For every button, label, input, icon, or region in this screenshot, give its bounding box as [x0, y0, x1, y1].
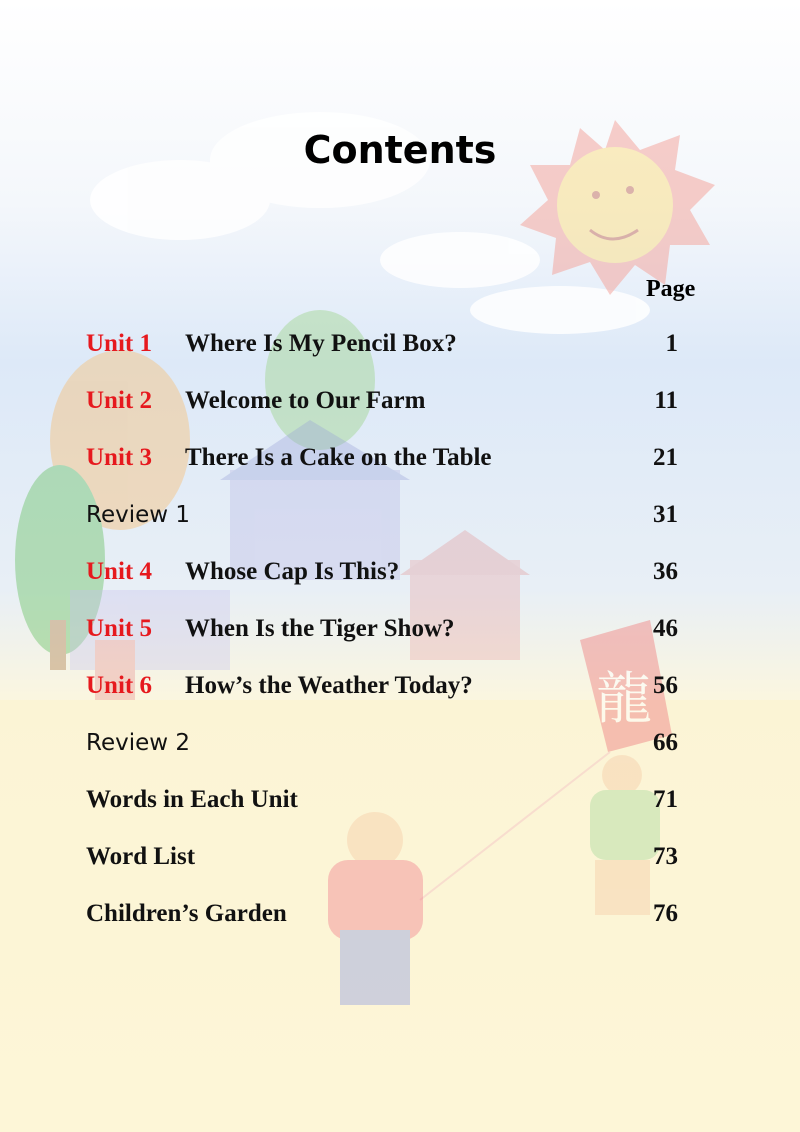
- toc-entry-unit-1[interactable]: [86, 330, 686, 387]
- entry-title: Word List: [86, 843, 196, 870]
- toc-entry-review-2[interactable]: [86, 729, 686, 786]
- page-number: 71: [653, 786, 678, 813]
- toc-entry-unit-3[interactable]: [86, 444, 686, 501]
- toc-entry-unit-6[interactable]: [86, 672, 686, 729]
- entry-title: Welcome to Our Farm: [185, 387, 426, 414]
- page-number: 73: [653, 843, 678, 870]
- kite-character: 龍: [596, 667, 652, 732]
- page-number: 66: [653, 729, 678, 756]
- page-number: 56: [653, 672, 678, 699]
- page-number: 1: [665, 330, 678, 357]
- entry-title: Whose Cap Is This?: [185, 558, 400, 585]
- page-column-header: Page: [646, 276, 696, 302]
- page-number: 21: [653, 444, 678, 471]
- toc-entry-unit-4[interactable]: [86, 558, 686, 615]
- unit-label: Unit 1: [86, 330, 152, 357]
- entry-title: Children’s Garden: [86, 900, 287, 927]
- entry-title: When Is the Tiger Show?: [185, 615, 455, 642]
- toc-entry-unit-2[interactable]: [86, 387, 686, 444]
- page-number: 36: [653, 558, 678, 585]
- table-of-contents: [86, 330, 686, 957]
- unit-label: Unit 4: [86, 558, 152, 585]
- entry-title: How’s the Weather Today?: [185, 672, 473, 699]
- entry-title: Review 2: [86, 730, 191, 756]
- page-number: 46: [653, 615, 678, 642]
- page-number: 31: [653, 501, 678, 528]
- unit-label: Unit 3: [86, 444, 152, 471]
- unit-label: Unit 6: [86, 672, 152, 699]
- entry-title: Words in Each Unit: [86, 786, 298, 813]
- toc-entry-unit-5[interactable]: [86, 615, 686, 672]
- page-number: 11: [654, 387, 678, 414]
- entry-title: Where Is My Pencil Box?: [185, 330, 457, 357]
- toc-entry-review-1[interactable]: [86, 501, 686, 558]
- unit-label: Unit 5: [86, 615, 152, 642]
- unit-label: Unit 2: [86, 387, 152, 414]
- entry-title: There Is a Cake on the Table: [185, 444, 492, 471]
- toc-entry-childrens-garden[interactable]: [86, 900, 686, 957]
- entry-title: Review 1: [86, 502, 191, 528]
- toc-entry-word-list[interactable]: [86, 843, 686, 900]
- toc-entry-words-in-each-unit[interactable]: [86, 786, 686, 843]
- page-title: Contents: [303, 128, 497, 172]
- page-number: 76: [653, 900, 678, 927]
